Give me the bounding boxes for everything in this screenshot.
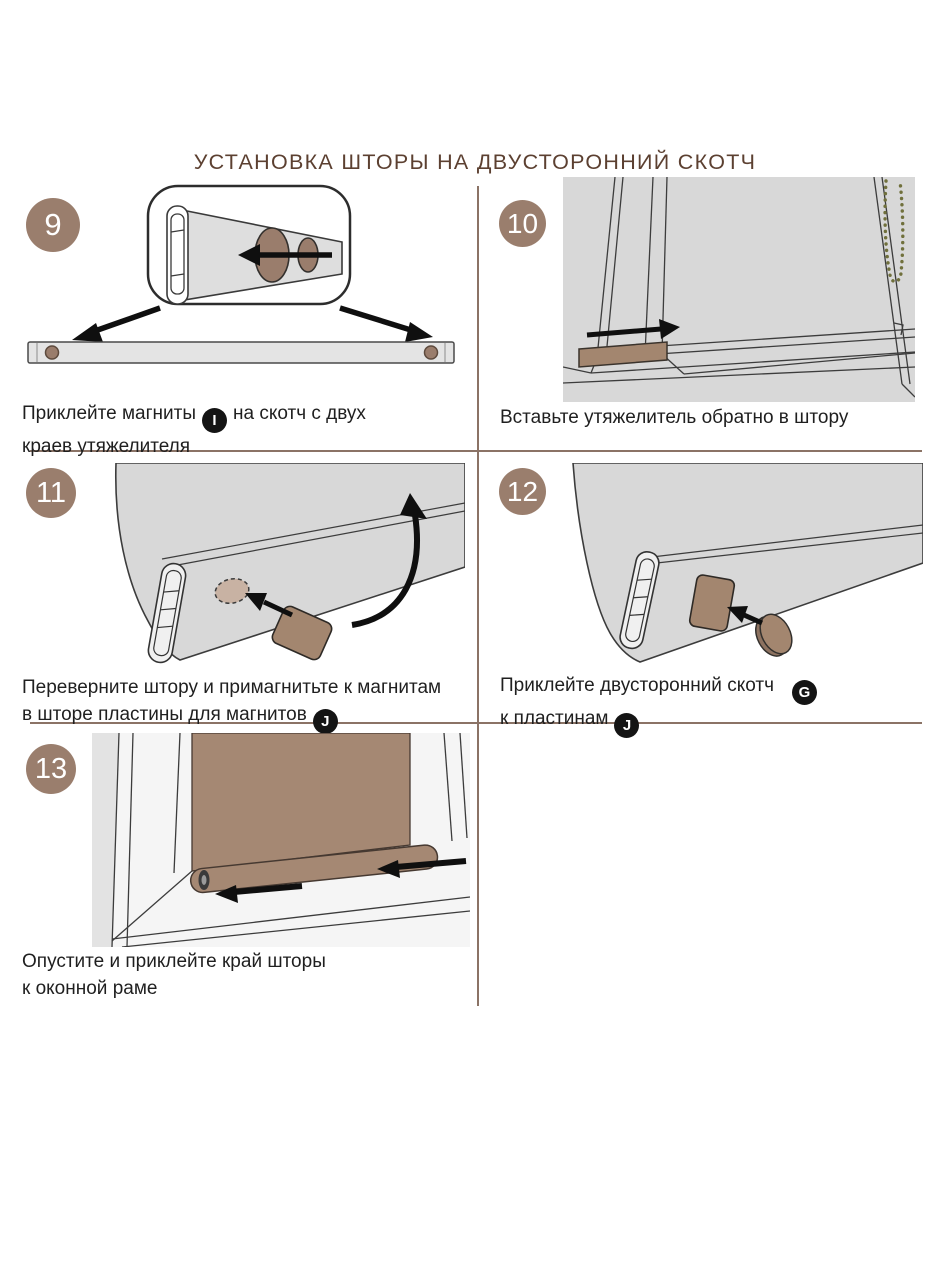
step-13-caption [22,948,382,1002]
page-title: УСТАНОВКА ШТОРЫ НА ДВУСТОРОННИЙ СКОТЧ [193,150,757,174]
pointer-arrow-left-icon [72,308,160,342]
step-10-number-badge [499,200,546,247]
magnet-plate-icon [689,574,735,632]
step-10-caption [500,404,930,431]
step-13-number: 13 [34,752,68,785]
step-12-number-badge [499,468,546,515]
step-9-illustration [20,184,460,374]
step-10-illustration [563,177,915,402]
tube-end-cap [199,870,210,890]
magnet-dot-right-icon [425,346,438,359]
caption-text: на скотч с двух [233,403,366,424]
part-badge-i: I [202,408,227,433]
step-12-illustration [548,463,923,675]
grid-divider-vertical [477,186,479,1006]
weight-bar [28,342,454,363]
step-12-caption [500,672,930,738]
step-10-number: 10 [506,207,539,239]
caption-text: Переверните штору и примагнитьте к магнитам [22,677,442,698]
caption-text: Опустите и приклейте край шторы [22,951,326,972]
caption-text: Приклейте магниты [22,403,196,424]
step-11-illustration [70,463,465,675]
step-11-caption [22,674,477,734]
magnet-closeup-bubble [148,186,350,304]
caption-text: Вставьте утяжелитель обратно в штору [500,407,849,428]
pointer-arrow-right-icon [340,308,433,342]
step-13-number-badge [26,744,76,794]
caption-text: краев утяжелителя [22,436,191,457]
caption-text: в шторе пластины для магнитов [22,704,307,725]
caption-text: Приклейте двусторонний скотч [500,675,774,696]
step-9-caption [22,400,442,460]
caption-text: к пластинам [500,708,609,729]
step-12-number: 12 [506,475,539,507]
part-badge-g: G [792,680,817,705]
step-11-number-badge [26,468,76,518]
step-13-illustration [92,733,470,947]
part-badge-j: J [614,713,639,738]
magnet-dot-left-icon [46,346,59,359]
step-11-number: 11 [35,476,67,509]
part-badge-j: J [313,709,338,734]
caption-text: к оконной раме [22,978,158,999]
step-9-number: 9 [44,207,62,242]
